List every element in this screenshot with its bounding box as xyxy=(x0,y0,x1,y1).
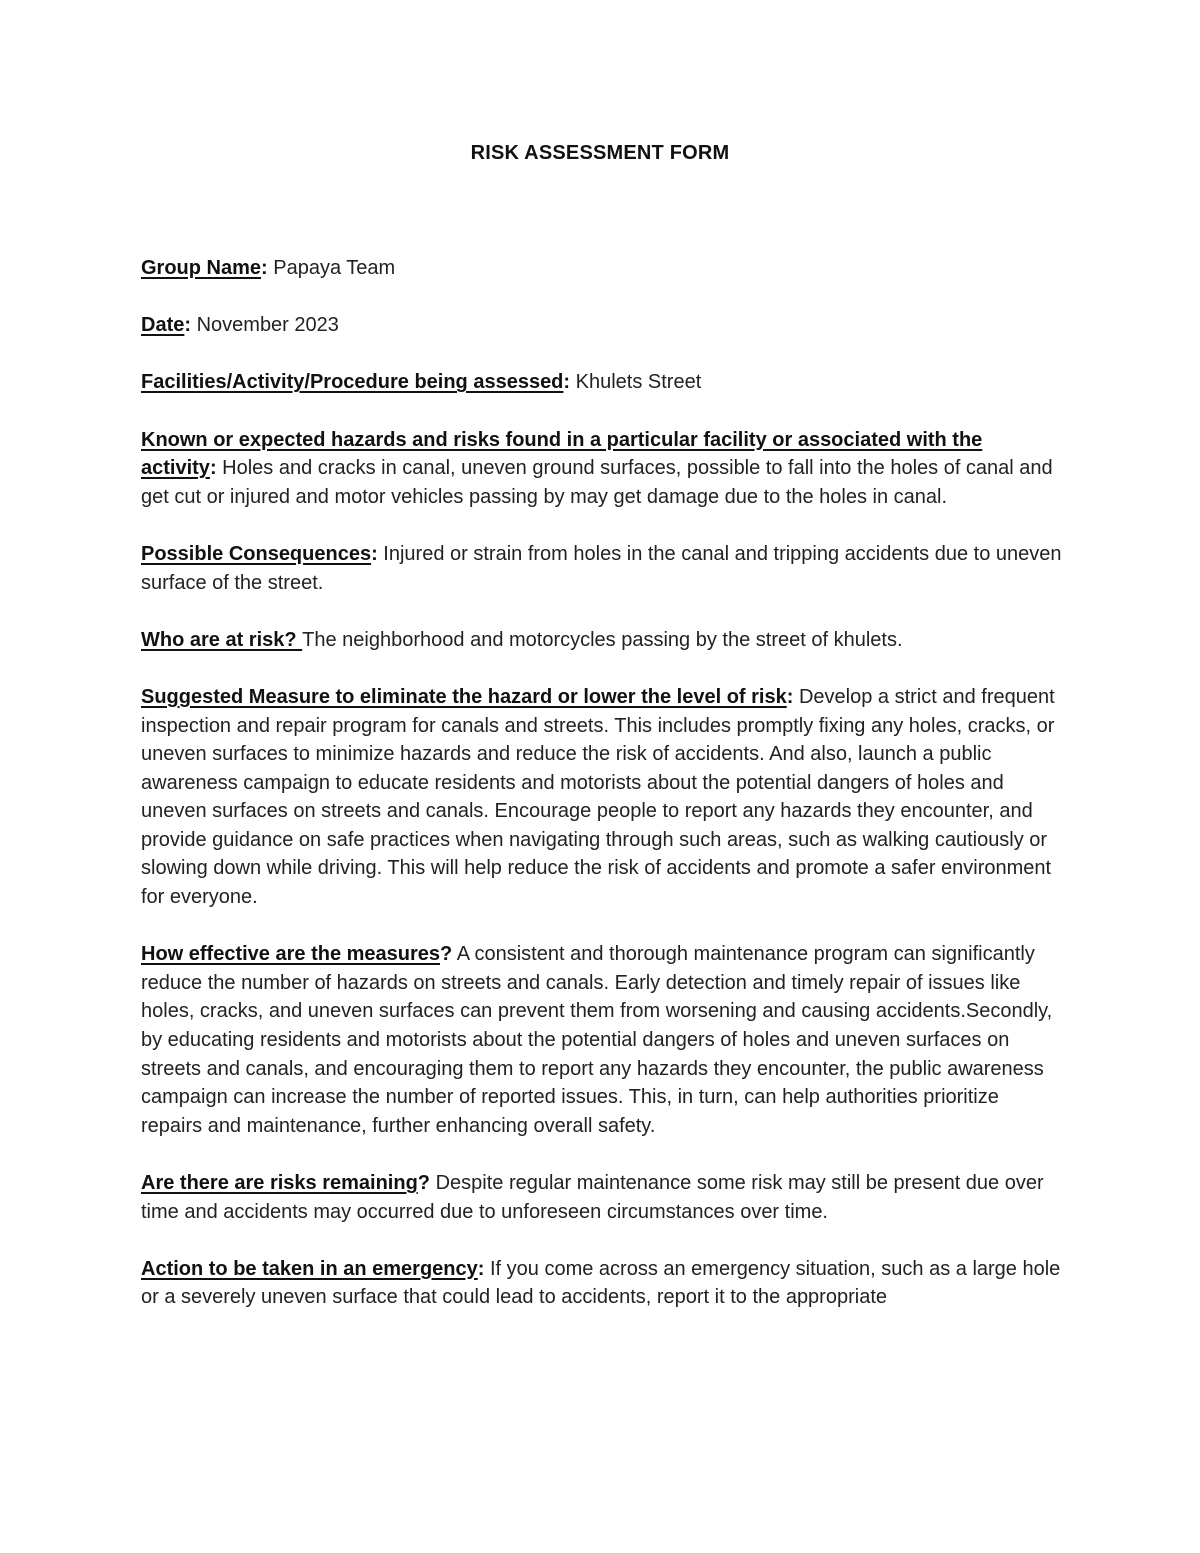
field-value: If you come across an emergency situation, such as a large hole or a severely uneven surface that could lead to accidents, report it to the appropriate xyxy=(141,1257,1061,1309)
field-date xyxy=(141,311,1063,340)
field-value: Injured or strain from holes in the canal and tripping accidents due to uneven surface of the street. xyxy=(141,542,1062,594)
field-label: Suggested Measure to eliminate the hazard or lower the level of risk xyxy=(141,685,787,708)
field-label: Group Name xyxy=(141,257,262,279)
field-value: The neighborhood and motorcycles passing by the street of khulets. xyxy=(302,628,903,651)
form-title: RISK ASSESSMENT FORM xyxy=(470,142,730,164)
field-known-hazards xyxy=(141,426,1063,512)
field-label-punct: ? xyxy=(440,943,453,966)
field-remaining-risks xyxy=(141,1169,1063,1226)
field-label-punct: : xyxy=(563,371,571,394)
field-value: Papaya Team xyxy=(267,257,396,279)
field-label-punct: : xyxy=(477,1257,485,1280)
field-label: How effective are the measures xyxy=(141,943,441,966)
field-value: A consistent and thorough maintenance program can significantly reduce the number of hazards on streets and canals. Early detection and timely repair of issues like holes, cracks, and uneven surfaces can prevent them from worsening and causing accidents.Secondly, by educating residents and motorists about the potential dangers of holes and uneven surfaces on streets and canals, and encouraging them to report any hazards they encounter, the public awareness campaign can increase the number of reported issues. This, in turn, can help authorities prioritize repairs and maintenance, further enhancing overall safety. xyxy=(141,943,1053,1137)
form-body xyxy=(141,254,1063,1341)
field-label-punct: ? xyxy=(417,1172,431,1194)
field-emergency-action xyxy=(141,1255,1063,1312)
field-label-punct: : xyxy=(209,457,217,480)
field-suggested-measures xyxy=(141,683,1063,912)
field-measure-effectiveness xyxy=(141,940,1063,1140)
field-who-at-risk xyxy=(141,626,1063,655)
field-value: Holes and cracks in canal, uneven ground surfaces, possible to fall into the holes of canal and get cut or injured and motor vehicles passing by may get damage due to the holes in canal. xyxy=(141,457,1053,508)
field-label-punct: : xyxy=(371,542,378,565)
field-value: Despite regular maintenance some risk may still be present due over time and accidents may occurred due to unforeseen circumstances over time. xyxy=(141,1172,1044,1223)
field-facility-assessed xyxy=(141,368,1063,397)
field-label: Action to be taken in an emergency xyxy=(141,1257,478,1280)
field-label: Are there are risks remaining xyxy=(141,1172,418,1194)
field-label: Facilities/Activity/Procedure being assessed xyxy=(141,371,564,394)
field-label: Known or expected hazards and risks found in a particular facility or associated with the activity xyxy=(141,428,983,480)
field-label: Date xyxy=(141,314,185,337)
field-label: Who are at risk? xyxy=(141,628,303,651)
field-possible-consequences xyxy=(141,540,1063,597)
field-value: Khulets Street xyxy=(570,371,702,394)
field-value: Develop a strict and frequent inspection and repair program for canals and streets. This includes promptly fixing any holes, cracks, or uneven surfaces to minimize hazards and reduce the risk of accidents. And also, launch a public awareness campaign to educate residents and motorists about the potential dangers of holes and uneven surfaces on streets and canals. Encourage people to report any hazards they encounter, and provide guidance on safe practices when navigating through such areas, such as walking cautiously or slowing down while driving. This will help reduce the risk of accidents and promote a safer environment for everyone. xyxy=(141,685,1055,909)
field-group-name xyxy=(141,254,1063,283)
field-label-punct: : xyxy=(184,314,192,337)
field-label: Possible Consequences xyxy=(141,542,372,565)
field-label-punct: : xyxy=(786,685,794,708)
field-label-punct: : xyxy=(261,257,268,279)
field-value: November 2023 xyxy=(191,314,339,337)
